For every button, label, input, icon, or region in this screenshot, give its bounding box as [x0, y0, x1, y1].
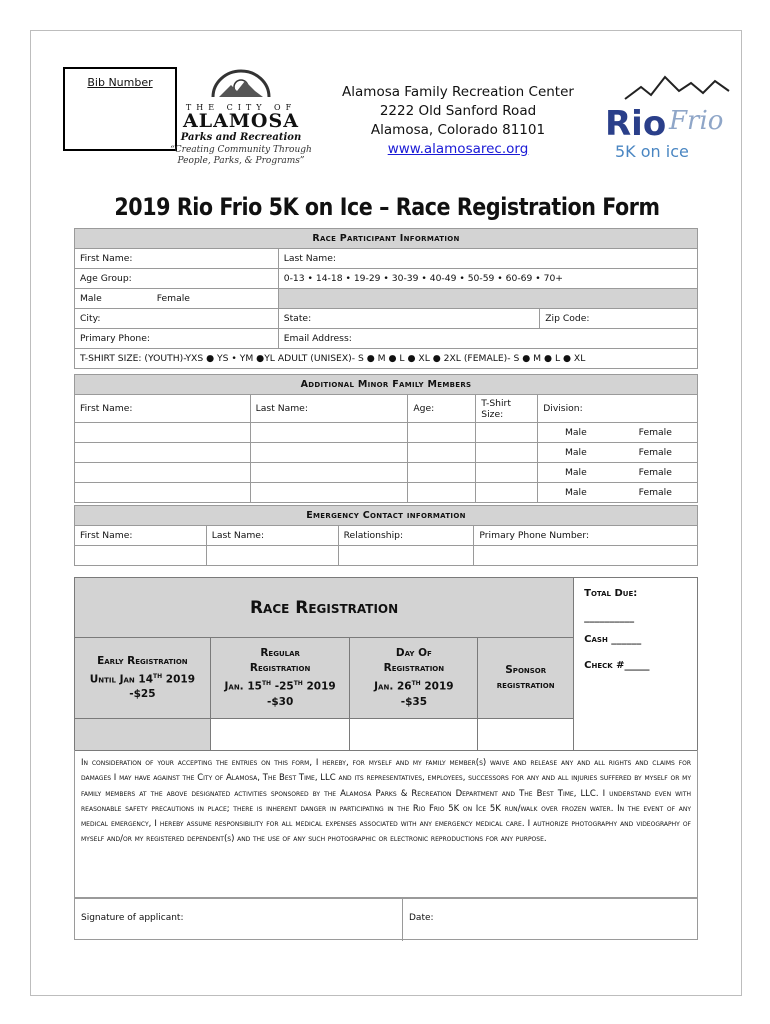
- payment-box: [574, 578, 698, 751]
- regular-registration-option[interactable]: [210, 638, 350, 719]
- minor-male-option[interactable]: Male: [538, 483, 614, 503]
- minor-age-input[interactable]: [408, 423, 476, 443]
- zip-code-field[interactable]: Zip Code:: [540, 309, 698, 329]
- emergency-relationship-header: Relationship:: [338, 526, 474, 546]
- minor-tshirt-header: T-Shirt Size:: [476, 395, 538, 423]
- minor-male-option[interactable]: Male: [538, 463, 614, 483]
- regular-line-2: Registration: [249, 662, 311, 675]
- check-number-field[interactable]: Check #_____: [584, 660, 650, 671]
- website-link[interactable]: www.alamosarec.org: [387, 141, 529, 157]
- minor-tshirt-input[interactable]: [476, 443, 538, 463]
- minor-tshirt-input[interactable]: [476, 483, 538, 503]
- minor-row: [75, 443, 698, 463]
- city-field[interactable]: City:: [75, 309, 279, 329]
- sponsor-line-1: Sponsor: [505, 664, 547, 676]
- race-registration-title: Race Registration: [75, 578, 574, 638]
- rio-logo-sub: 5K on ice: [615, 142, 689, 161]
- minor-male-option[interactable]: Male: [538, 423, 614, 443]
- minor-age-header: Age:: [408, 395, 476, 423]
- primary-phone-field[interactable]: Primary Phone:: [75, 329, 279, 349]
- early-registration-option[interactable]: [75, 638, 211, 719]
- minor-last-name-input[interactable]: [250, 483, 408, 503]
- street-address: 2222 Old Sanford Road: [379, 103, 537, 119]
- emergency-section-title: Emergency Contact information: [75, 506, 698, 526]
- minor-female-option[interactable]: Female: [614, 483, 698, 503]
- minor-row: [75, 423, 698, 443]
- race-registration-table: [74, 577, 698, 751]
- page-title: 2019 Rio Frio 5K on Ice – Race Registration Form: [114, 193, 660, 221]
- minor-age-input[interactable]: [408, 443, 476, 463]
- minor-female-option[interactable]: Female: [614, 443, 698, 463]
- minor-first-name-header: First Name:: [75, 395, 251, 423]
- city-state-zip: Alamosa, Colorado 81101: [370, 122, 546, 138]
- divider: [402, 899, 403, 941]
- frio-logo-word: Frio: [669, 106, 724, 136]
- day-line-2: Registration: [383, 662, 445, 675]
- early-line-2: Until Jan 14TH 2019: [89, 672, 196, 686]
- day-checkbox-cell[interactable]: [350, 719, 478, 751]
- total-due-line[interactable]: __________: [584, 612, 635, 623]
- age-group-options[interactable]: 0-13 • 14-18 • 19-29 • 30-39 • 40-49 • 50-59 • 60-69 • 70+: [278, 269, 697, 289]
- gender-field[interactable]: [75, 289, 279, 309]
- emergency-last-name-header: Last Name:: [206, 526, 338, 546]
- day-line-1: Day Of: [395, 647, 432, 660]
- regular-price: -$30: [266, 695, 294, 708]
- minor-age-input[interactable]: [408, 483, 476, 503]
- emergency-relationship-input[interactable]: [338, 546, 474, 566]
- sponsor-registration-option[interactable]: [478, 638, 574, 719]
- first-name-field[interactable]: First Name:: [75, 249, 279, 269]
- age-group-label: Age Group:: [75, 269, 279, 289]
- early-line-1: Early Registration: [97, 654, 188, 667]
- minor-division-header: Division:: [538, 395, 698, 423]
- state-field[interactable]: State:: [278, 309, 540, 329]
- minors-section-title: Additional Minor Family Members: [75, 375, 698, 395]
- minor-row: [75, 463, 698, 483]
- minor-first-name-input[interactable]: [75, 483, 251, 503]
- emergency-first-name-header: First Name:: [75, 526, 207, 546]
- regular-line-3: Jan. 15TH -25TH 2019: [224, 680, 336, 693]
- mountain-sun-emblem-icon: [209, 69, 273, 99]
- org-name: Alamosa Family Recreation Center: [342, 84, 574, 100]
- minor-male-option[interactable]: Male: [538, 443, 614, 463]
- participant-info-table: [74, 228, 698, 369]
- minor-tshirt-input[interactable]: [476, 463, 538, 483]
- city-motto-line-2: People, Parks, & Programs”: [177, 156, 305, 166]
- tshirt-size-options[interactable]: T-SHIRT SIZE: (YOUTH)-YXS ● YS • YM ●YL ADULT (UNISEX)- S ● M ● L ● XL ● 2XL (FEMALE)- S ● M ● L ● XL: [75, 349, 698, 369]
- bib-number-label: Bib Number: [87, 76, 153, 89]
- date-field[interactable]: Date:: [409, 913, 434, 923]
- minor-first-name-input[interactable]: [75, 423, 251, 443]
- regular-line-1: Regular: [260, 647, 300, 660]
- total-due-label: Total Due:: [584, 588, 638, 599]
- minor-first-name-input[interactable]: [75, 463, 251, 483]
- rio-frio-logo: [599, 65, 739, 165]
- minor-female-option[interactable]: Female: [614, 423, 698, 443]
- registration-form-page: [30, 30, 742, 996]
- day-price: -$35: [400, 695, 428, 708]
- sponsor-checkbox-cell[interactable]: [478, 719, 574, 751]
- signature-row: [74, 898, 698, 940]
- gender-female-option[interactable]: Female: [156, 293, 190, 304]
- minor-last-name-input[interactable]: [250, 463, 408, 483]
- minor-last-name-header: Last Name:: [250, 395, 408, 423]
- sponsor-line-2: registration: [496, 679, 555, 691]
- minor-row: [75, 483, 698, 503]
- minor-female-option[interactable]: Female: [614, 463, 698, 483]
- emergency-last-name-input[interactable]: [206, 546, 338, 566]
- early-checkbox-cell[interactable]: [75, 719, 211, 751]
- emergency-phone-header: Primary Phone Number:: [474, 526, 698, 546]
- early-price: -$25: [129, 688, 156, 701]
- city-department: Parks and Recreation: [180, 132, 302, 143]
- liability-waiver-text: In consideration of your accepting the entries on this form, I hereby, for myself and my family member(s) waive and release any and all rights and claims for damages I may have against the City of Alamosa, The Best Time, LLC and its representatives, employees, successors for any and all injuries suffered by myself or my family members at the above designated activities sponsored by the Alamosa Parks & Recreation Department and The Best Time, LLC. I understand even with reasonable safety precautions in place; there is inherent danger in participating in the Rio Frio 5K on Ice 5K run/walk over frozen water. In the event of any medical emergency, I hereby assume responsibility for all medical expenses associated with any emergency medical care. I authorize photography and videography of myself and/or my registered dependent(s) and the use of any such photographic or electronic reproductions for any purpose.: [74, 750, 698, 898]
- email-address-field[interactable]: Email Address:: [278, 329, 697, 349]
- regular-checkbox-cell[interactable]: [210, 719, 350, 751]
- city-name: ALAMOSA: [183, 110, 299, 132]
- city-motto-line-1: “Creating Community Through: [170, 145, 312, 155]
- signature-field[interactable]: Signature of applicant:: [81, 913, 184, 923]
- participant-section-title: Race Participant Information: [75, 229, 698, 249]
- city-of-alamosa-logo: [151, 69, 331, 169]
- day-line-3: Jan. 26TH 2019: [374, 680, 454, 693]
- minor-first-name-input[interactable]: [75, 443, 251, 463]
- minor-last-name-input[interactable]: [250, 443, 408, 463]
- shaded-cell: [278, 289, 697, 309]
- day-of-registration-option[interactable]: [350, 638, 478, 719]
- cash-field[interactable]: Cash ______: [584, 634, 642, 645]
- emergency-phone-input[interactable]: [474, 546, 698, 566]
- emergency-contact-table: [74, 505, 698, 566]
- gender-male-option[interactable]: Male: [80, 293, 102, 304]
- minor-last-name-input[interactable]: [250, 423, 408, 443]
- rio-logo-word: Rio: [605, 104, 667, 144]
- city-the-label: THE CITY OF: [185, 103, 297, 112]
- minor-age-input[interactable]: [408, 463, 476, 483]
- emergency-first-name-input[interactable]: [75, 546, 207, 566]
- last-name-field[interactable]: Last Name:: [278, 249, 697, 269]
- organization-address: [331, 83, 585, 159]
- minor-tshirt-input[interactable]: [476, 423, 538, 443]
- minor-family-table: [74, 374, 698, 503]
